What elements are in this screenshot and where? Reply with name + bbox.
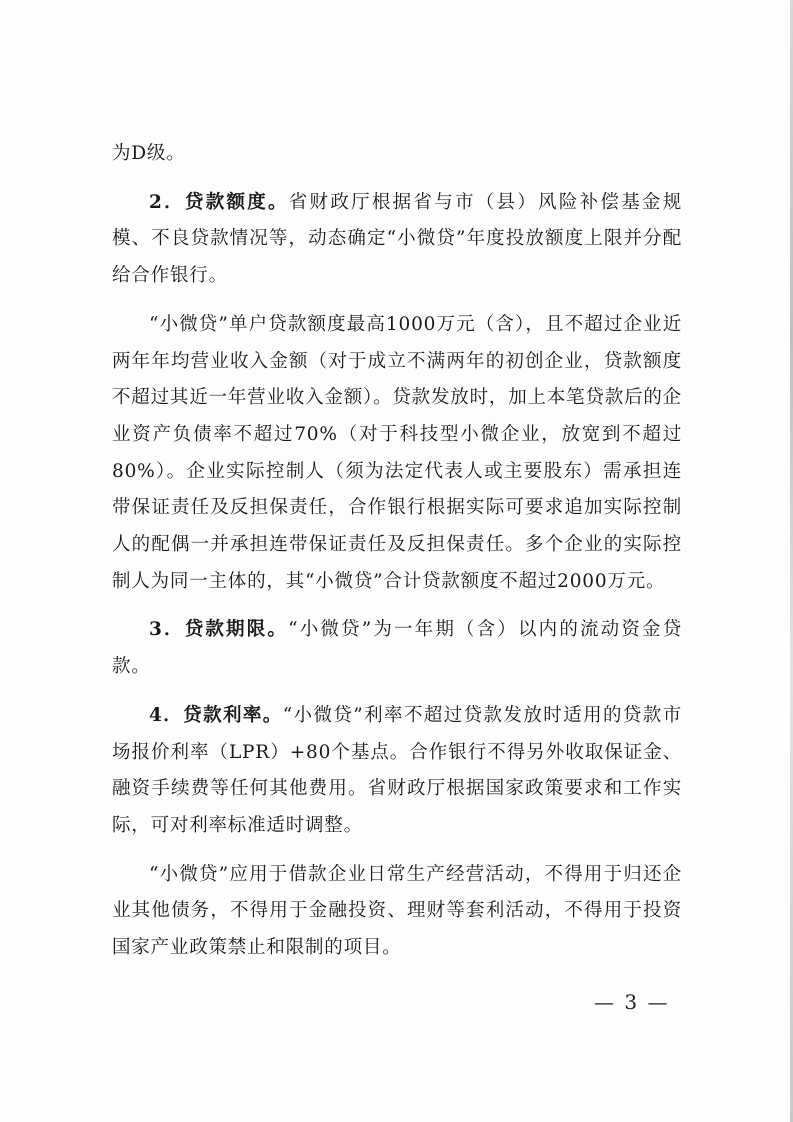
paragraph-loan-rate: [112, 698, 682, 845]
paragraph-continuation: [112, 136, 682, 173]
paragraph-text: “小微贷”为一年期（含）以内的流动资金贷款。: [112, 619, 682, 678]
section-heading: 4．贷款利率。: [149, 704, 283, 726]
paragraph-text: 省财政厅根据省与市（县）风险补偿基金规模、不良贷款情况等，动态确定“小微贷”年度投放额度上限并分配给合作银行。: [112, 191, 682, 287]
paragraph-text: “小微贷”利率不超过贷款发放时适用的贷款市场报价利率（LPR）+80个基点。合作银行不得另外收取保证金、融资手续费等任何其他费用。省财政厅根据国家政策要求和工作实际，可对利率标准适时调整。: [112, 704, 682, 836]
paragraph-text: 为D级。: [112, 143, 186, 164]
section-heading: 3．贷款期限。: [149, 619, 289, 641]
paragraph-amount-detail: [112, 307, 682, 601]
body-text: [112, 136, 682, 967]
paragraph-loan-term: [112, 612, 682, 685]
section-heading: 2．贷款额度。: [149, 191, 289, 213]
paragraph-loan-amount: [112, 185, 682, 295]
paragraph-text: “小微贷”单户贷款额度最高1000万元（含），且不超过企业近两年年均营业收入金额（对于成立不满两年的初创企业，贷款额度不超过其近一年营业收入金额）。贷款发放时，加上本笔贷款后的企业资产负债率不超过70%（对于科技型小微企业，放宽到不超过80%）。企业实际控制人（须为法定代表人或主要股东）需承担连带保证责任及反担保责任，合作银行根据实际可要求追加实际控制人的配偶一并承担连带保证责任及反担保责任。多个企业的实际控制人为同一主体的，其“小微贷”合计贷款额度不超过2000万元。: [112, 313, 682, 592]
paragraph-usage: [112, 857, 682, 967]
paragraph-text: “小微贷”应用于借款企业日常生产经营活动，不得用于归还企业其他债务，不得用于金融投资、理财等套利活动，不得用于投资国家产业政策禁止和限制的项目。: [112, 863, 682, 959]
page-number: — 3 —: [594, 990, 670, 1014]
